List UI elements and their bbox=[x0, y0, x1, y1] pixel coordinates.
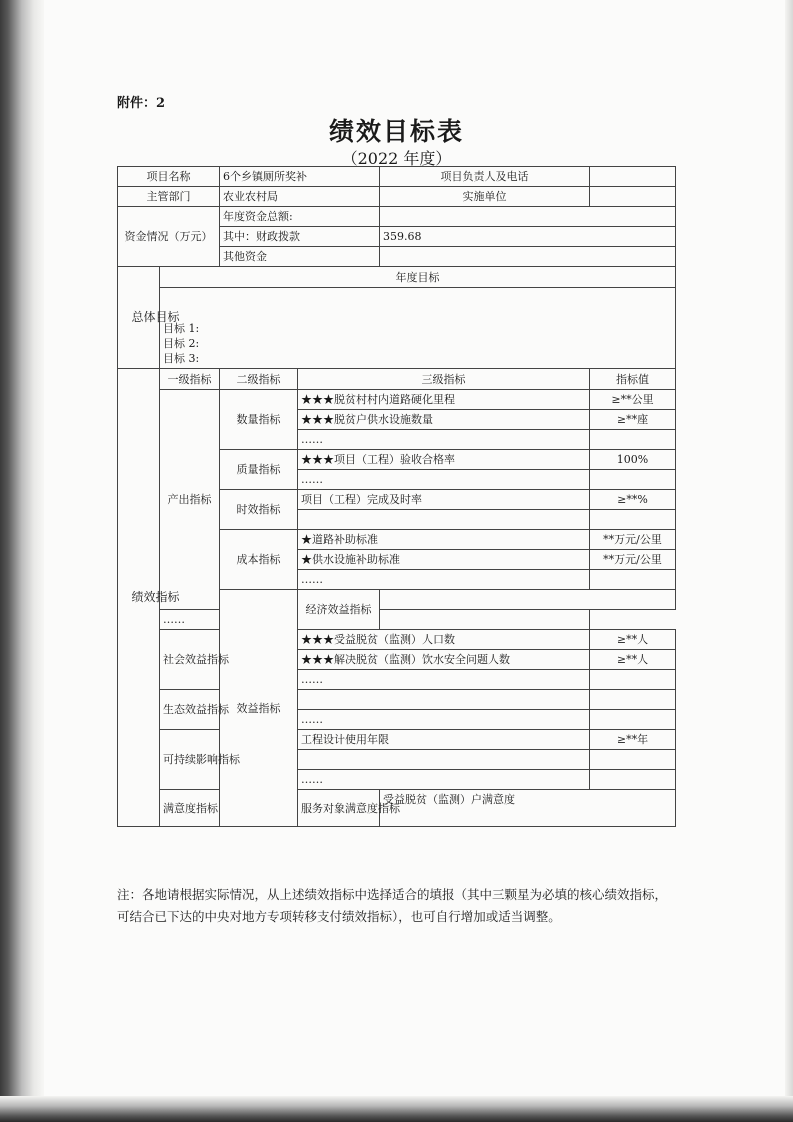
funds-fiscal-label: 其中：财政拨款 bbox=[220, 227, 380, 247]
header-level3: 三级指标 bbox=[298, 369, 590, 390]
page-title: 绩效目标表 bbox=[328, 117, 464, 146]
sustainability-value-2 bbox=[590, 750, 676, 770]
ecological-item-more: …… bbox=[298, 710, 590, 730]
economic-value-more bbox=[380, 610, 590, 630]
satisfaction-level1-label: 满意度指标 bbox=[160, 790, 220, 827]
project-name-label: 项目名称 bbox=[118, 167, 220, 187]
table-row bbox=[118, 390, 676, 410]
header-level2: 二级指标 bbox=[220, 369, 298, 390]
cost-item-more: …… bbox=[298, 570, 590, 590]
cost-item-2: ★供水设施补助标准 bbox=[298, 550, 590, 570]
project-name-value: 6个乡镇厕所奖补 bbox=[220, 167, 380, 187]
table-row bbox=[118, 630, 676, 650]
table-row bbox=[118, 690, 676, 710]
impl-value bbox=[590, 187, 676, 207]
table-row bbox=[118, 267, 676, 288]
quantity-value-1: ≥**公里 bbox=[590, 390, 676, 410]
table-row bbox=[118, 610, 676, 630]
header-value: 指标值 bbox=[590, 369, 676, 390]
social-value-1: ≥**人 bbox=[590, 630, 676, 650]
funds-other-value bbox=[380, 247, 676, 267]
quality-item-1: ★★★项目（工程）验收合格率 bbox=[298, 450, 590, 470]
cost-value-more bbox=[590, 570, 676, 590]
table-row bbox=[118, 187, 676, 207]
output-indicator-label: 产出指标 bbox=[160, 390, 220, 610]
satisfaction-item-1: 受益脱贫（监测）户满意度 bbox=[380, 790, 676, 827]
goal-1: 目标 1: bbox=[163, 322, 200, 335]
quantity-value-2: ≥**座 bbox=[590, 410, 676, 430]
funds-other-label: 其他资金 bbox=[220, 247, 380, 267]
ecological-indicator-label: 生态效益指标 bbox=[160, 690, 220, 730]
quantity-item-2: ★★★脱贫户供水设施数量 bbox=[298, 410, 590, 430]
funds-total-label: 年度资金总额: bbox=[220, 207, 380, 227]
table-row bbox=[118, 207, 676, 227]
social-indicator-label: 社会效益指标 bbox=[160, 630, 220, 690]
sustainability-value-1: ≥**年 bbox=[590, 730, 676, 750]
impl-label: 实施单位 bbox=[380, 187, 590, 207]
ecological-item-1 bbox=[298, 690, 590, 710]
quantity-indicator-label: 数量指标 bbox=[220, 390, 298, 450]
ecological-value-1 bbox=[590, 690, 676, 710]
cost-item-1: ★道路补助标准 bbox=[298, 530, 590, 550]
funds-fiscal-value: 359.68 bbox=[380, 227, 676, 247]
header-level1: 一级指标 bbox=[160, 369, 220, 390]
year-goal-content bbox=[160, 288, 676, 369]
table-row bbox=[118, 730, 676, 750]
timeliness-value-1: ≥**% bbox=[590, 490, 676, 510]
social-value-2: ≥**人 bbox=[590, 650, 676, 670]
year-goal-header: 年度目标 bbox=[160, 267, 676, 288]
social-item-1: ★★★受益脱贫（监测）人口数 bbox=[298, 630, 590, 650]
sustainability-value-more bbox=[590, 770, 676, 790]
sustainability-item-more: …… bbox=[298, 770, 590, 790]
timeliness-indicator-label: 时效指标 bbox=[220, 490, 298, 530]
table-row bbox=[118, 790, 676, 827]
footnote: 注：各地请根据实际情况，从上述绩效指标中选择适合的填报（其中三颗星为必填的核心绩效指标，可结合已下达的中央对地方专项转移支付绩效指标），也可自行增加或适当调整。 bbox=[117, 887, 668, 924]
quantity-value-more bbox=[590, 430, 676, 450]
dept-value: 农业农村局 bbox=[220, 187, 380, 207]
quality-value-1: 100% bbox=[590, 450, 676, 470]
funds-label: 资金情况（万元） bbox=[118, 207, 220, 267]
cost-value-2: **万元/公里 bbox=[590, 550, 676, 570]
quantity-item-more: …… bbox=[298, 430, 590, 450]
goal-2: 目标 2: bbox=[163, 337, 200, 350]
sustainability-item-1: 工程设计使用年限 bbox=[298, 730, 590, 750]
page-subtitle: （2022 年度） bbox=[341, 149, 452, 168]
satisfaction-level2-label: 服务对象满意度指标 bbox=[298, 790, 380, 827]
overall-goal-label: 总体目标 bbox=[118, 267, 160, 369]
funds-total-value bbox=[380, 207, 676, 227]
table-row bbox=[118, 288, 676, 369]
economic-indicator-label: 经济效益指标 bbox=[298, 590, 380, 630]
project-leader-label: 项目负责人及电话 bbox=[380, 167, 590, 187]
table-row bbox=[118, 167, 676, 187]
social-value-more bbox=[590, 670, 676, 690]
quality-value-more bbox=[590, 470, 676, 490]
quality-item-more: …… bbox=[298, 470, 590, 490]
timeliness-item-more bbox=[298, 510, 590, 530]
project-leader-value bbox=[590, 167, 676, 187]
page-bottom-shadow bbox=[0, 1096, 793, 1122]
cost-indicator-label: 成本指标 bbox=[220, 530, 298, 590]
social-item-more: …… bbox=[298, 670, 590, 690]
social-item-2: ★★★解决脱贫（监测）饮水安全问题人数 bbox=[298, 650, 590, 670]
attachment-label: 附件：2 bbox=[117, 96, 166, 111]
sustainability-item-2 bbox=[298, 750, 590, 770]
ecological-value-more bbox=[590, 710, 676, 730]
timeliness-value-more bbox=[590, 510, 676, 530]
quantity-item-1: ★★★脱贫村村内道路硬化里程 bbox=[298, 390, 590, 410]
quality-indicator-label: 质量指标 bbox=[220, 450, 298, 490]
sustainability-indicator-label: 可持续影响指标 bbox=[160, 730, 220, 790]
perf-label: 绩效指标 bbox=[118, 369, 160, 827]
benefit-indicator-label: 效益指标 bbox=[220, 590, 298, 827]
goal-3: 目标 3: bbox=[163, 352, 200, 365]
economic-item-more: …… bbox=[160, 610, 298, 630]
performance-target-table bbox=[117, 166, 676, 827]
cost-value-1: **万元/公里 bbox=[590, 530, 676, 550]
table-row bbox=[118, 369, 676, 390]
timeliness-item-1: 项目（工程）完成及时率 bbox=[298, 490, 590, 510]
dept-label: 主管部门 bbox=[118, 187, 220, 207]
economic-item-1 bbox=[380, 590, 676, 610]
